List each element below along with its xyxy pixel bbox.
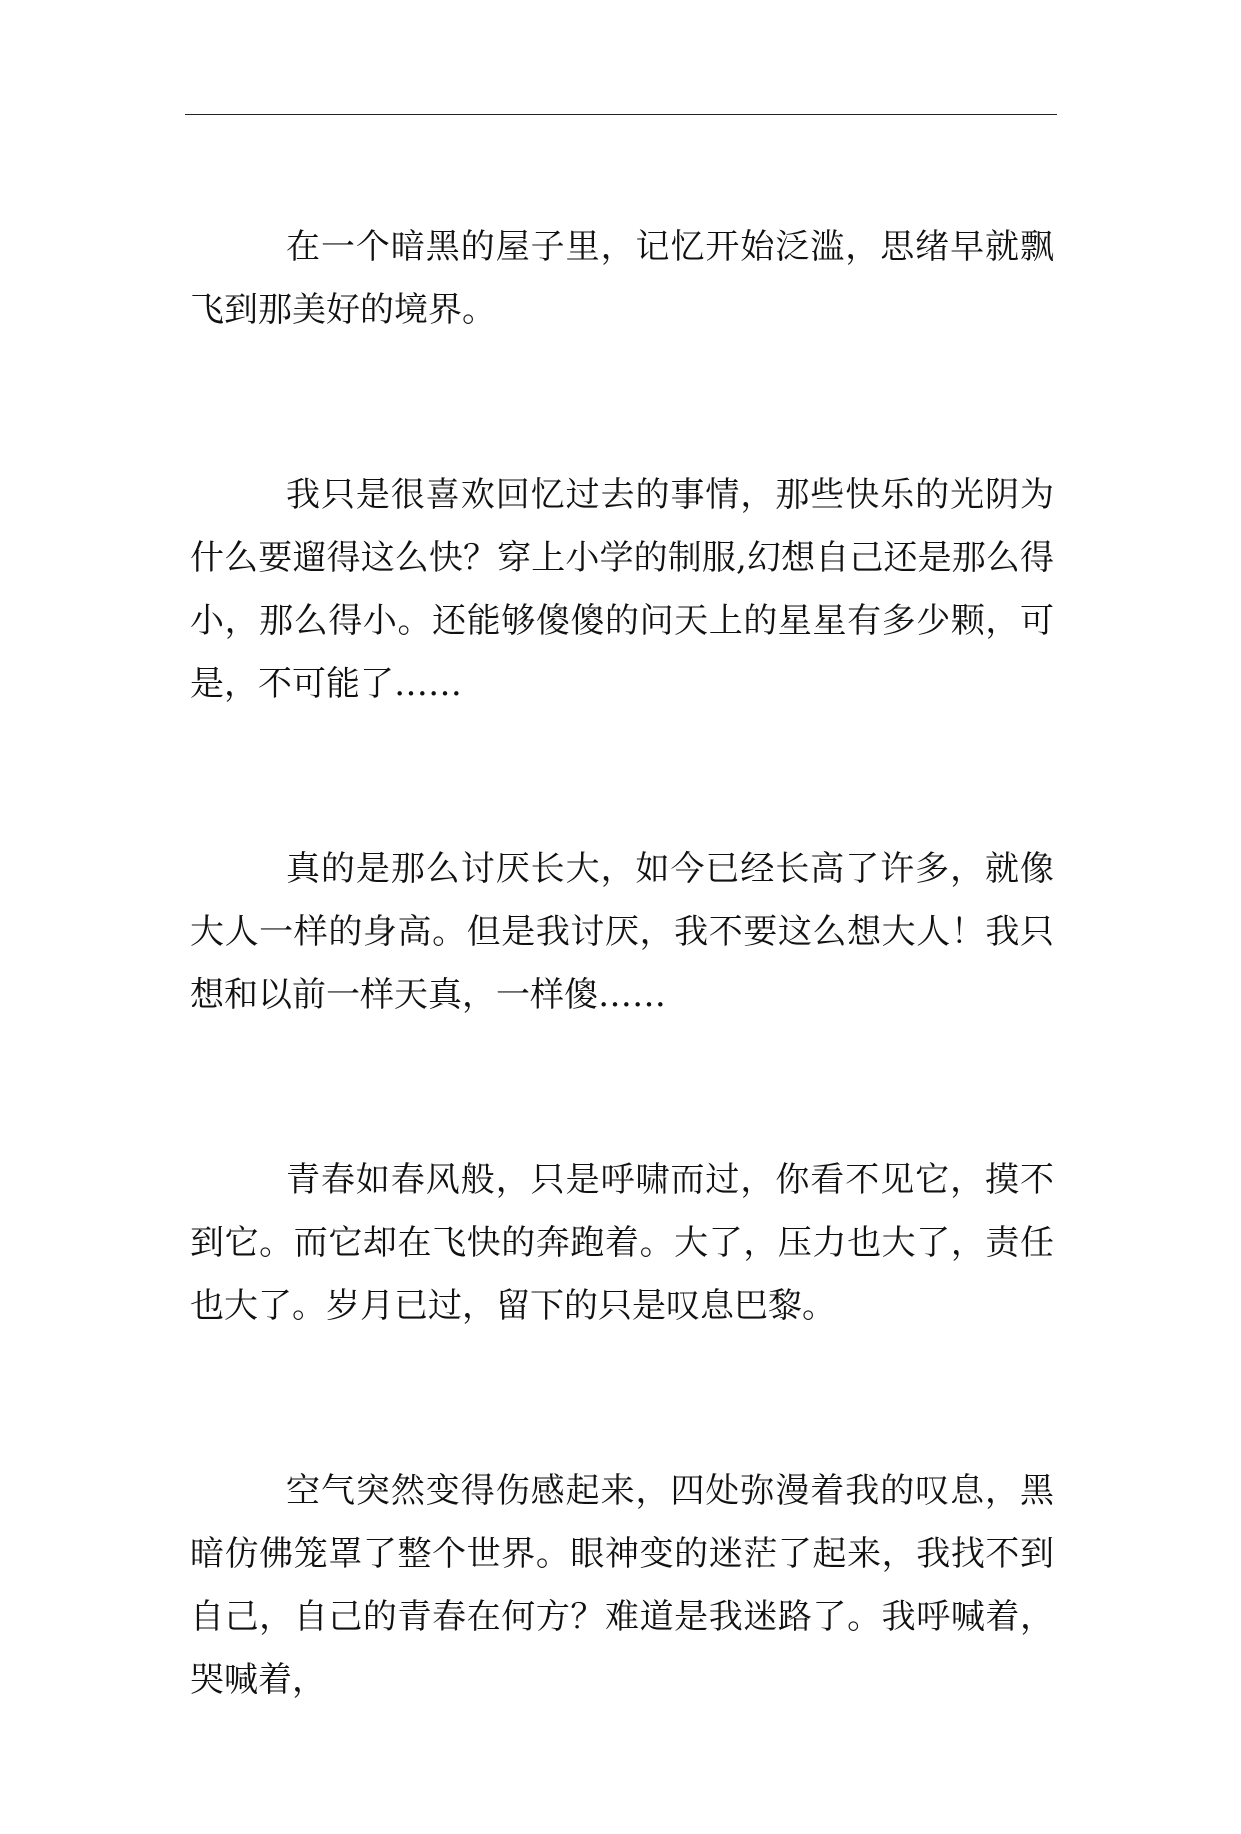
header-rule	[185, 114, 1057, 115]
paragraph-5: 空气突然变得伤感起来，四处弥漫着我的叹息，黑暗仿佛笼罩了整个世界。眼神变的迷茫了起来，我找不到自己，自己的青春在何方？难道是我迷路了。我呼喊着，哭喊着，	[190, 1471, 1054, 1700]
body-text	[190, 216, 1054, 1834]
paragraph-1: 在一个暗黑的屋子里，记忆开始泛滥，思绪早就飘飞到那美好的境界。	[190, 227, 1054, 330]
paragraph-2: 我只是很喜欢回忆过去的事情，那些快乐的光阴为什么要遛得这么快？穿上小学的制服,幻想自己还是那么得小，那么得小。还能够傻傻的问天上的星星有多少颗，可是，不可能了……	[190, 475, 1054, 704]
paragraph-3: 真的是那么讨厌长大，如今已经长高了许多，就像大人一样的身高。但是我讨厌，我不要这么想大人！我只想和以前一样天真，一样傻……	[190, 849, 1054, 1015]
paragraph-4: 青春如春风般，只是呼啸而过，你看不见它，摸不到它。而它却在飞快的奔跑着。大了，压力也大了，责任也大了。岁月已过，留下的只是叹息巴黎。	[190, 1160, 1054, 1326]
